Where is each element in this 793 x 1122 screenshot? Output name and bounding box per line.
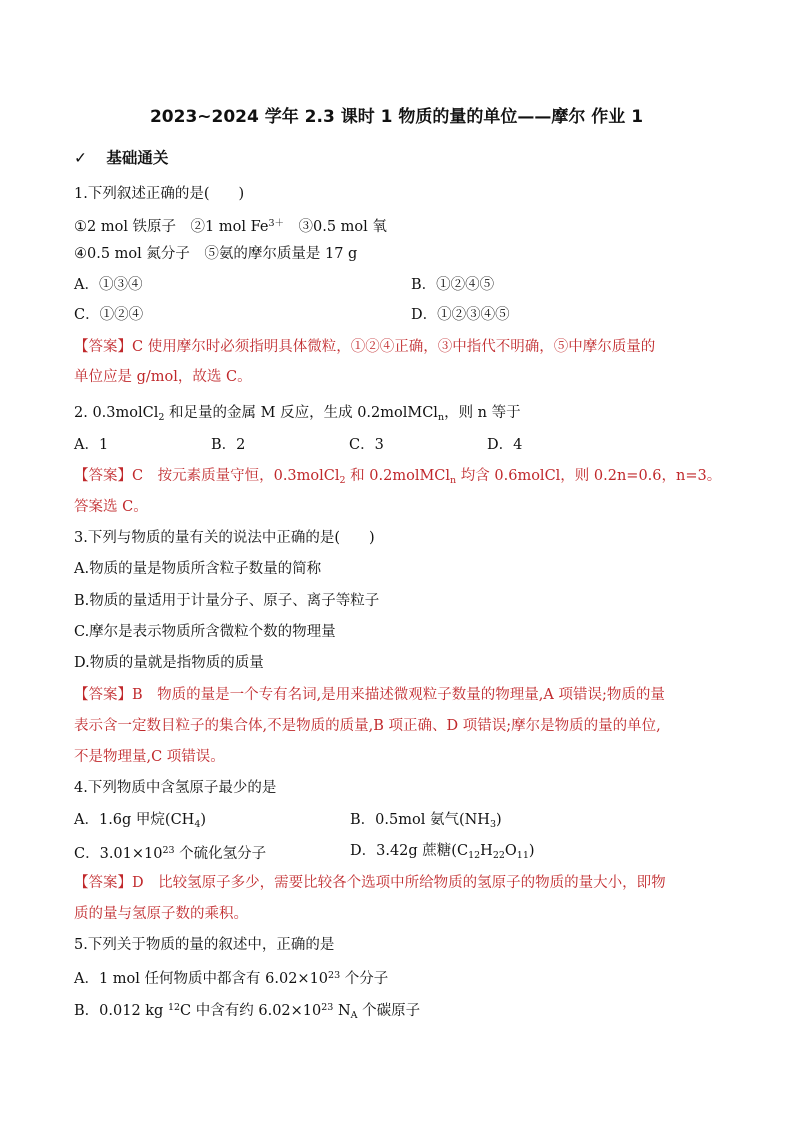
q1-option-c: C．①②④ bbox=[74, 307, 144, 323]
q2-option-b: B．2 bbox=[211, 437, 246, 453]
q2-answer-line1: 【答案】C 按元素质量守恒，0.3molCl$_2$ 和 0.2molMCl$_n$ 均含 0.6molCl，则 0.2n=0.6，n=3。 bbox=[74, 468, 722, 486]
q1-option-a: A．①③④ bbox=[74, 277, 143, 293]
section-label: 基础通关 bbox=[106, 149, 169, 167]
q2-option-d: D．4 bbox=[487, 437, 523, 453]
q4-option-a: A．1.6g 甲烷$(CH_4)$ bbox=[74, 812, 207, 830]
q4-stem: 4.下列物质中含氢原子最少的是 bbox=[74, 780, 277, 796]
q5-option-a: A．1 mol 任何物质中都含有 $6.02\times 10^{23}$ 个分子 bbox=[74, 970, 389, 987]
q5-option-b: B．0.012 kg $^{12}$C 中含有约 $6.02\times 10^{23}$ $N_A$ 个碳原子 bbox=[74, 1002, 421, 1021]
q4-option-b: B．0.5mol 氨气$(NH_3)$ bbox=[350, 812, 502, 830]
q1-answer-line2: 单位应是 g/mol，故选 C。 bbox=[74, 369, 252, 385]
section-heading bbox=[74, 148, 168, 168]
page-title: 2023~2024 学年 2.3 课时 1 物质的量的单位——摩尔 作业 1 bbox=[149, 107, 644, 127]
check-icon: ✓ bbox=[74, 149, 87, 167]
q3-stem: 3.下列与物质的量有关的说法中正确的是( ) bbox=[74, 530, 375, 546]
q3-option-c: C.摩尔是表示物质所含微粒个数的物理量 bbox=[74, 624, 336, 640]
q1-stem: 1.下列叙述正确的是( ) bbox=[74, 186, 245, 202]
q2-option-a: A．1 bbox=[74, 437, 109, 453]
q3-option-a: A.物质的量是物质所含粒子数量的简称 bbox=[74, 561, 322, 577]
q3-answer-line3: 不是物理量,C 项错误。 bbox=[74, 749, 225, 765]
q5-stem: 5.下列关于物质的量的叙述中，正确的是 bbox=[74, 937, 335, 953]
q2-answer-line2: 答案选 C。 bbox=[74, 499, 148, 515]
q4-option-d: D．3.42g 蔗糖$(C_{12}H_{22}O_{11})$ bbox=[350, 843, 535, 861]
q1-option-b: B．①②④⑤ bbox=[411, 277, 495, 293]
q4-option-c: C．$3.01\times 10^{23}$ 个硫化氢分子 bbox=[74, 845, 267, 862]
q3-option-d: D.物质的量就是指物质的质量 bbox=[74, 655, 264, 671]
q3-answer-line1: 【答案】B 物质的量是一个专有名词,是用来描述微观粒子数量的物理量,A 项错误;物质的量 bbox=[74, 687, 665, 703]
q1-items-line2: ④0.5 mol 氮分子 ⑤氨的摩尔质量是 17 g bbox=[74, 246, 358, 262]
q2-stem: 2. 0.3molCl$_2$ 和足量的金属 M 反应，生成 0.2molMCl$_n$，则 n 等于 bbox=[74, 405, 521, 423]
q1-option-d: D．①②③④⑤ bbox=[411, 307, 510, 323]
q2-option-c: C．3 bbox=[349, 437, 384, 453]
q1-answer-line1: 【答案】C 使用摩尔时必须指明具体微粒，①②④正确，③中指代不明确，⑤中摩尔质量的 bbox=[74, 339, 656, 355]
q4-answer-line2: 质的量与氢原子数的乘积。 bbox=[74, 906, 248, 922]
q1-items-line1: ①2 mol 铁原子 ②1 mol $Fe^{3+}$ ③0.5 mol 氧 bbox=[74, 218, 387, 235]
q3-answer-line2: 表示含一定数目粒子的集合体,不是物质的质量,B 项正确、D 项错误;摩尔是物质的量的单位, bbox=[74, 718, 661, 734]
q4-answer-line1: 【答案】D 比较氢原子多少，需要比较各个选项中所给物质的氢原子的物质的量大小，即物 bbox=[74, 875, 666, 891]
q3-option-b: B.物质的量适用于计量分子、原子、离子等粒子 bbox=[74, 593, 380, 609]
